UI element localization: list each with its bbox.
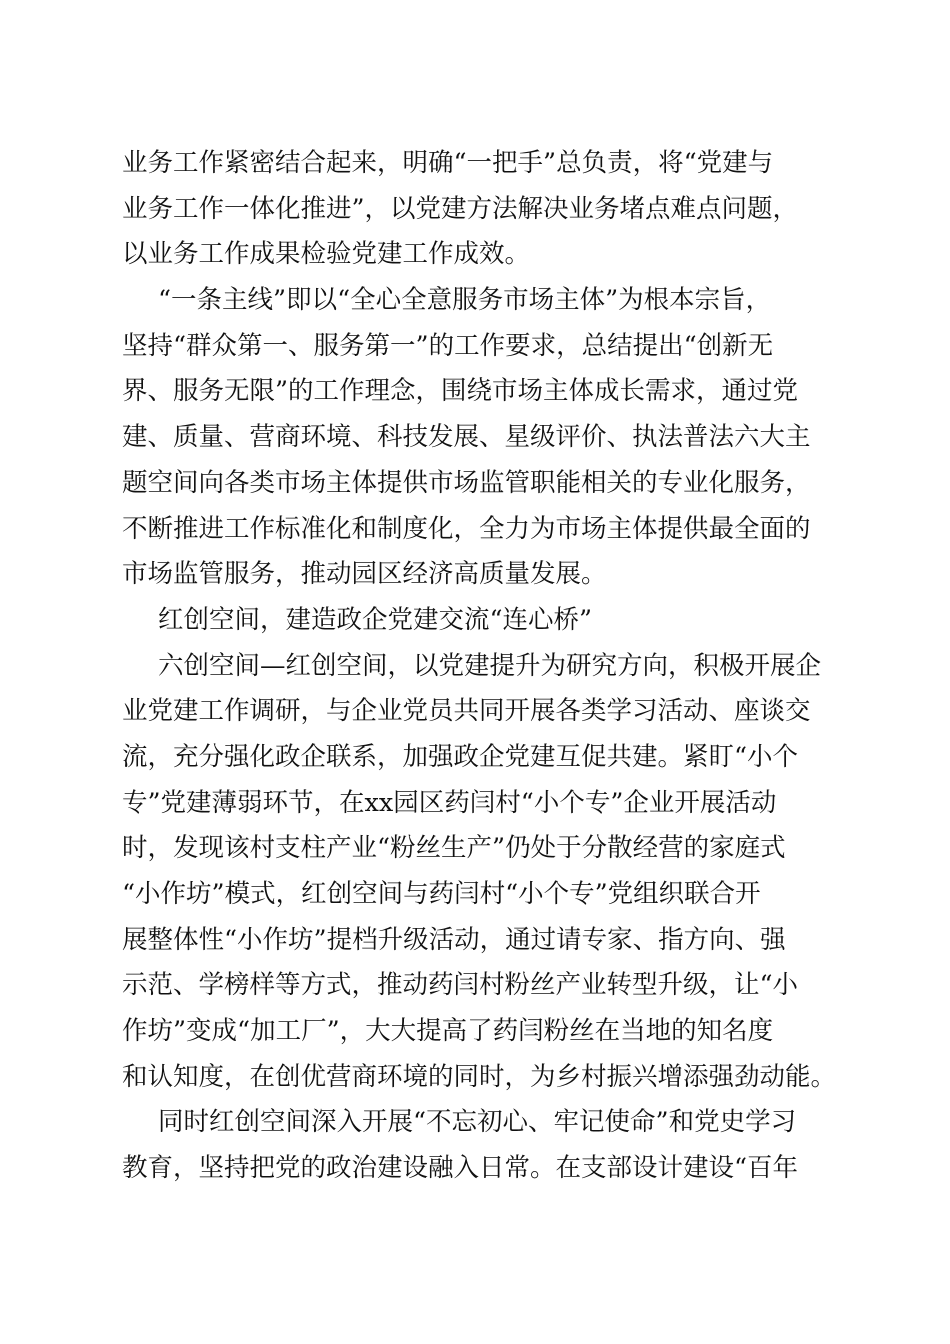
text-line: 示范、学榜样等方式，推动药闫村粉丝产业转型升级，让“小 (122, 970, 799, 1001)
text-line: 界、服务无限”的工作理念，围绕市场主体成长需求，通过党 (122, 376, 799, 407)
section-heading: 红创空间，建造政企党建交流“连心桥” (158, 604, 593, 635)
text-line: 和认知度，在创优营商环境的同时，为乡村振兴增添强劲动能。 (122, 1061, 837, 1092)
text-line: 教育，坚持把党的政治建设融入日常。在支部设计建设“百年 (122, 1153, 799, 1184)
text-line: 坚持“群众第一、服务第一”的工作要求，总结提出“创新无 (122, 330, 774, 361)
text-line: 业务工作一体化推进”，以党建方法解决业务堵点难点问题， (122, 193, 799, 224)
text-line: 六创空间—红创空间，以党建提升为研究方向，积极开展企 (158, 650, 822, 681)
text-line: 业务工作紧密结合起来，明确“一把手”总负责，将“党建与 (122, 148, 774, 178)
text-line: 流，充分强化政企联系，加强政企党建互促共建。紧盯“小个 (122, 741, 799, 772)
text-line: 作坊”变成“加工厂”，大大提高了药闫粉丝在当地的知名度 (122, 1016, 774, 1047)
text-line: “一条主线”即以“全心全意服务市场主体”为根本宗旨， (158, 285, 772, 316)
text-line: “小作坊”模式，红创空间与药闫村“小个专”党组织联合开 (122, 879, 761, 909)
text-line: 展整体性“小作坊”提档升级活动，通过请专家、指方向、强 (122, 924, 786, 955)
text-line: 同时红创空间深入开展“不忘初心、牢记使命”和党史学习 (158, 1107, 797, 1138)
text-line: 专”党建薄弱环节，在xx园区药闫村“小个专”企业开展活动 (122, 787, 777, 818)
text-line: 不断推进工作标准化和制度化，全力为市场主体提供最全面的 (122, 513, 811, 544)
text-line: 时，发现该村支柱产业“粉丝生产”仍处于分散经营的家庭式 (122, 833, 786, 864)
text-line: 以业务工作成果检验党建工作成效。 (122, 239, 531, 270)
text-line: 市场监管服务，推动园区经济高质量发展。 (122, 559, 607, 590)
text-line: 题空间向各类市场主体提供市场监管职能相关的专业化服务， (122, 467, 811, 498)
body-text (122, 141, 837, 1192)
text-line: 建、质量、营商环境、科技发展、星级评价、执法普法六大主 (122, 422, 811, 453)
text-line: 业党建工作调研，与企业党员共同开展各类学习活动、座谈交 (122, 696, 811, 727)
